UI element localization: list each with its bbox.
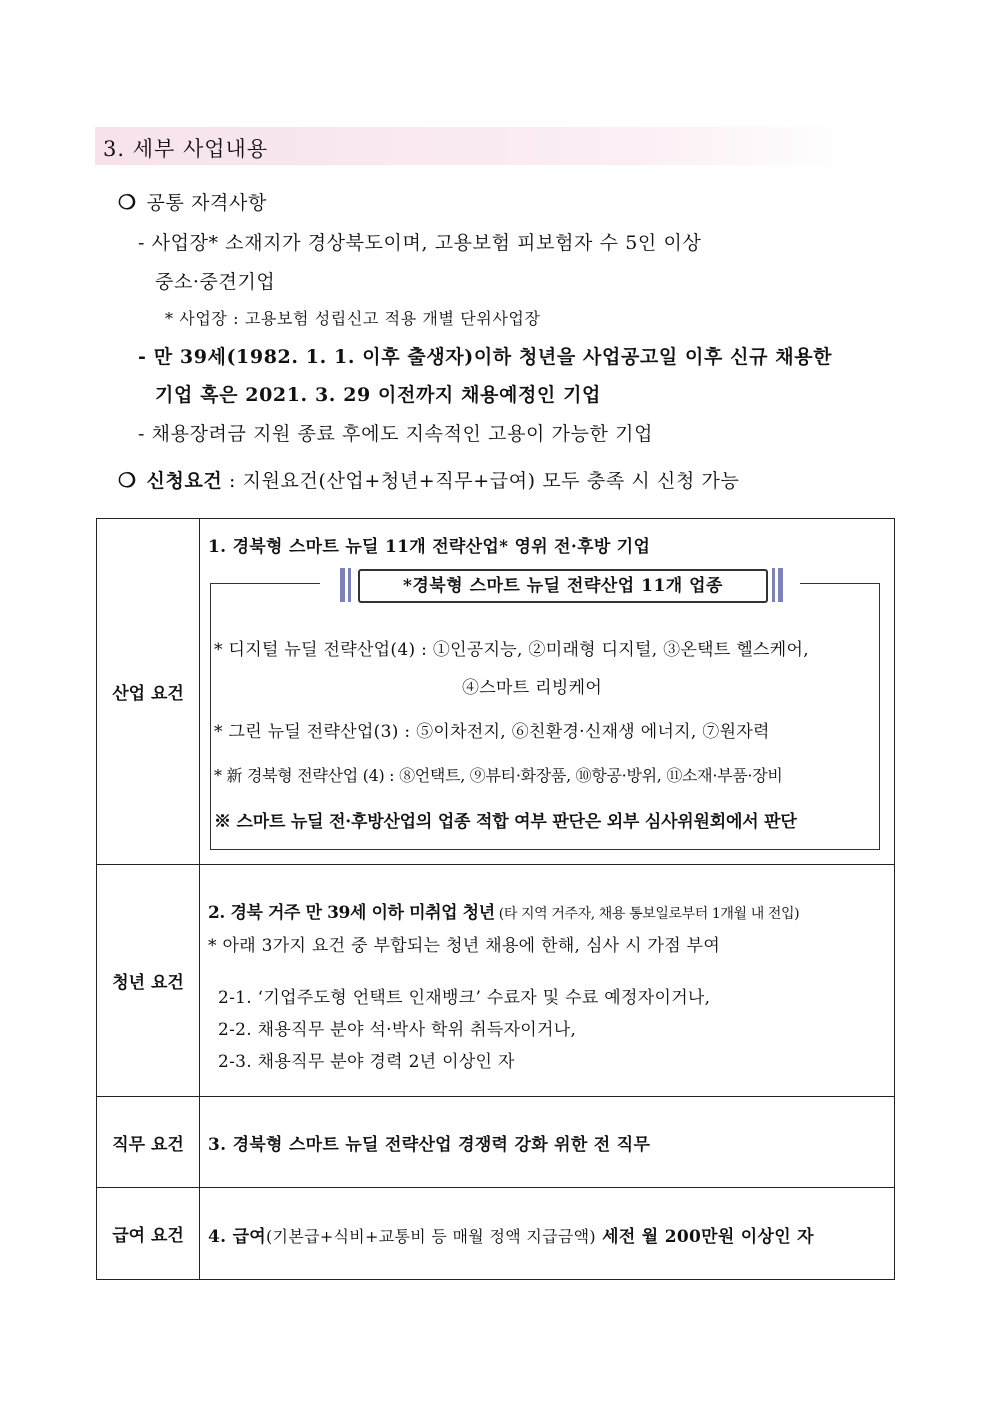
salary-text-b: (기본급+식비+교통비 등 매월 정액 지급금액) <box>266 1227 596 1246</box>
salary-text-a: 4. 급여 <box>208 1227 267 1247</box>
table-row-salary <box>97 1188 895 1280</box>
job-label: 직무 요건 <box>97 1097 200 1188</box>
box-title-bar-left <box>340 568 345 602</box>
circle-bullet-icon: ❍ <box>118 468 137 492</box>
common-item-3: - 채용장려금 지원 종료 후에도 지속적인 고용이 가능한 기업 <box>138 423 654 445</box>
salary-label: 급여 요건 <box>97 1188 200 1280</box>
industry-note: ※ 스마트 뉴딜 전·후방산업의 업종 적합 여부 판단은 외부 심사위원회에서 판단 <box>214 812 797 832</box>
requirements-table <box>96 518 895 1280</box>
box-title: *경북형 스마트 뉴딜 전략산업 11개 업종 <box>358 569 768 603</box>
salary-content <box>200 1188 895 1280</box>
salary-text-c: 세전 월 200만원 이상인 자 <box>595 1227 814 1247</box>
table-row-job <box>97 1097 895 1188</box>
industry-new: * 新 경북형 전략산업 (4) : ⑧언택트, ⑨뷰티·화장품, ⑩항공·방위, ⑪소재·부품·장비 <box>214 766 783 785</box>
youth-title-line <box>208 898 799 923</box>
industry-title: 1. 경북형 스마트 뉴딜 11개 전략산업* 영위 전·후방 기업 <box>208 537 651 557</box>
youth-sub: * 아래 3가지 요건 중 부합되는 청년 채용에 한해, 심사 시 가점 부여 <box>208 936 721 956</box>
youth-item-2: 2-2. 채용직무 분야 석·박사 학위 취득자이거나, <box>218 1020 577 1040</box>
youth-label: 청년 요건 <box>97 865 200 1097</box>
section-header <box>95 127 853 165</box>
apply-text: : 지원요건(산업+청년+직무+급여) 모두 충족 시 신청 가능 <box>222 470 740 492</box>
common-item-2: - 만 39세(1982. 1. 1. 이후 출생자)이하 청년을 사업공고일 이후 신규 채용한 <box>138 346 833 368</box>
common-item-1: - 사업장* 소재지가 경상북도이며, 고용보험 피보험자 수 5인 이상 <box>138 232 702 254</box>
common-footnote: * 사업장 : 고용보험 성립신고 적용 개별 단위사업장 <box>165 309 541 328</box>
box-title-bar-right-inner <box>772 568 775 602</box>
salary-line <box>208 1222 814 1247</box>
industry-digital-cont: ④스마트 리빙케어 <box>462 678 603 698</box>
circle-bullet-icon: ❍ <box>118 190 137 214</box>
youth-title-note: (타 지역 거주자, 채용 통보일로부터 1개월 내 전입) <box>494 906 800 922</box>
industry-content <box>200 519 895 865</box>
common-heading-text: 공통 자격사항 <box>146 192 267 214</box>
youth-title: 2. 경북 거주 만 39세 이하 미취업 청년 <box>208 903 495 923</box>
industry-digital: * 디지털 뉴딜 전략산업(4) : ①인공지능, ②미래형 디지털, ③온택트 헬스케어, <box>214 640 809 660</box>
section-title: 3. 세부 사업내용 <box>103 137 269 161</box>
box-title-bar-right <box>778 568 783 602</box>
box-title-bar-left-inner <box>348 568 351 602</box>
job-text: 3. 경북형 스마트 뉴딜 전략산업 경쟁력 강화 위한 전 직무 <box>208 1135 651 1155</box>
common-heading <box>118 188 267 215</box>
table-row-industry <box>97 519 895 865</box>
job-content <box>200 1097 895 1188</box>
industry-green: * 그린 뉴딜 전략산업(3) : ⑤이차전지, ⑥친환경·신재생 에너지, ⑦원자력 <box>214 722 770 742</box>
youth-item-1: 2-1. ‘기업주도형 언택트 인재뱅크’ 수료자 및 수료 예정자이거나, <box>218 988 711 1008</box>
youth-item-3: 2-3. 채용직무 분야 경력 2년 이상인 자 <box>218 1052 515 1072</box>
apply-heading <box>118 466 739 493</box>
industry-label: 산업 요건 <box>97 519 200 865</box>
youth-content <box>200 865 895 1097</box>
table-row-youth <box>97 865 895 1097</box>
common-item-1-cont: 중소·중견기업 <box>155 271 276 293</box>
apply-heading-text: 신청요건 <box>146 470 223 492</box>
common-item-2-cont: 기업 혹은 2021. 3. 29 이전까지 채용예정인 기업 <box>155 384 601 406</box>
